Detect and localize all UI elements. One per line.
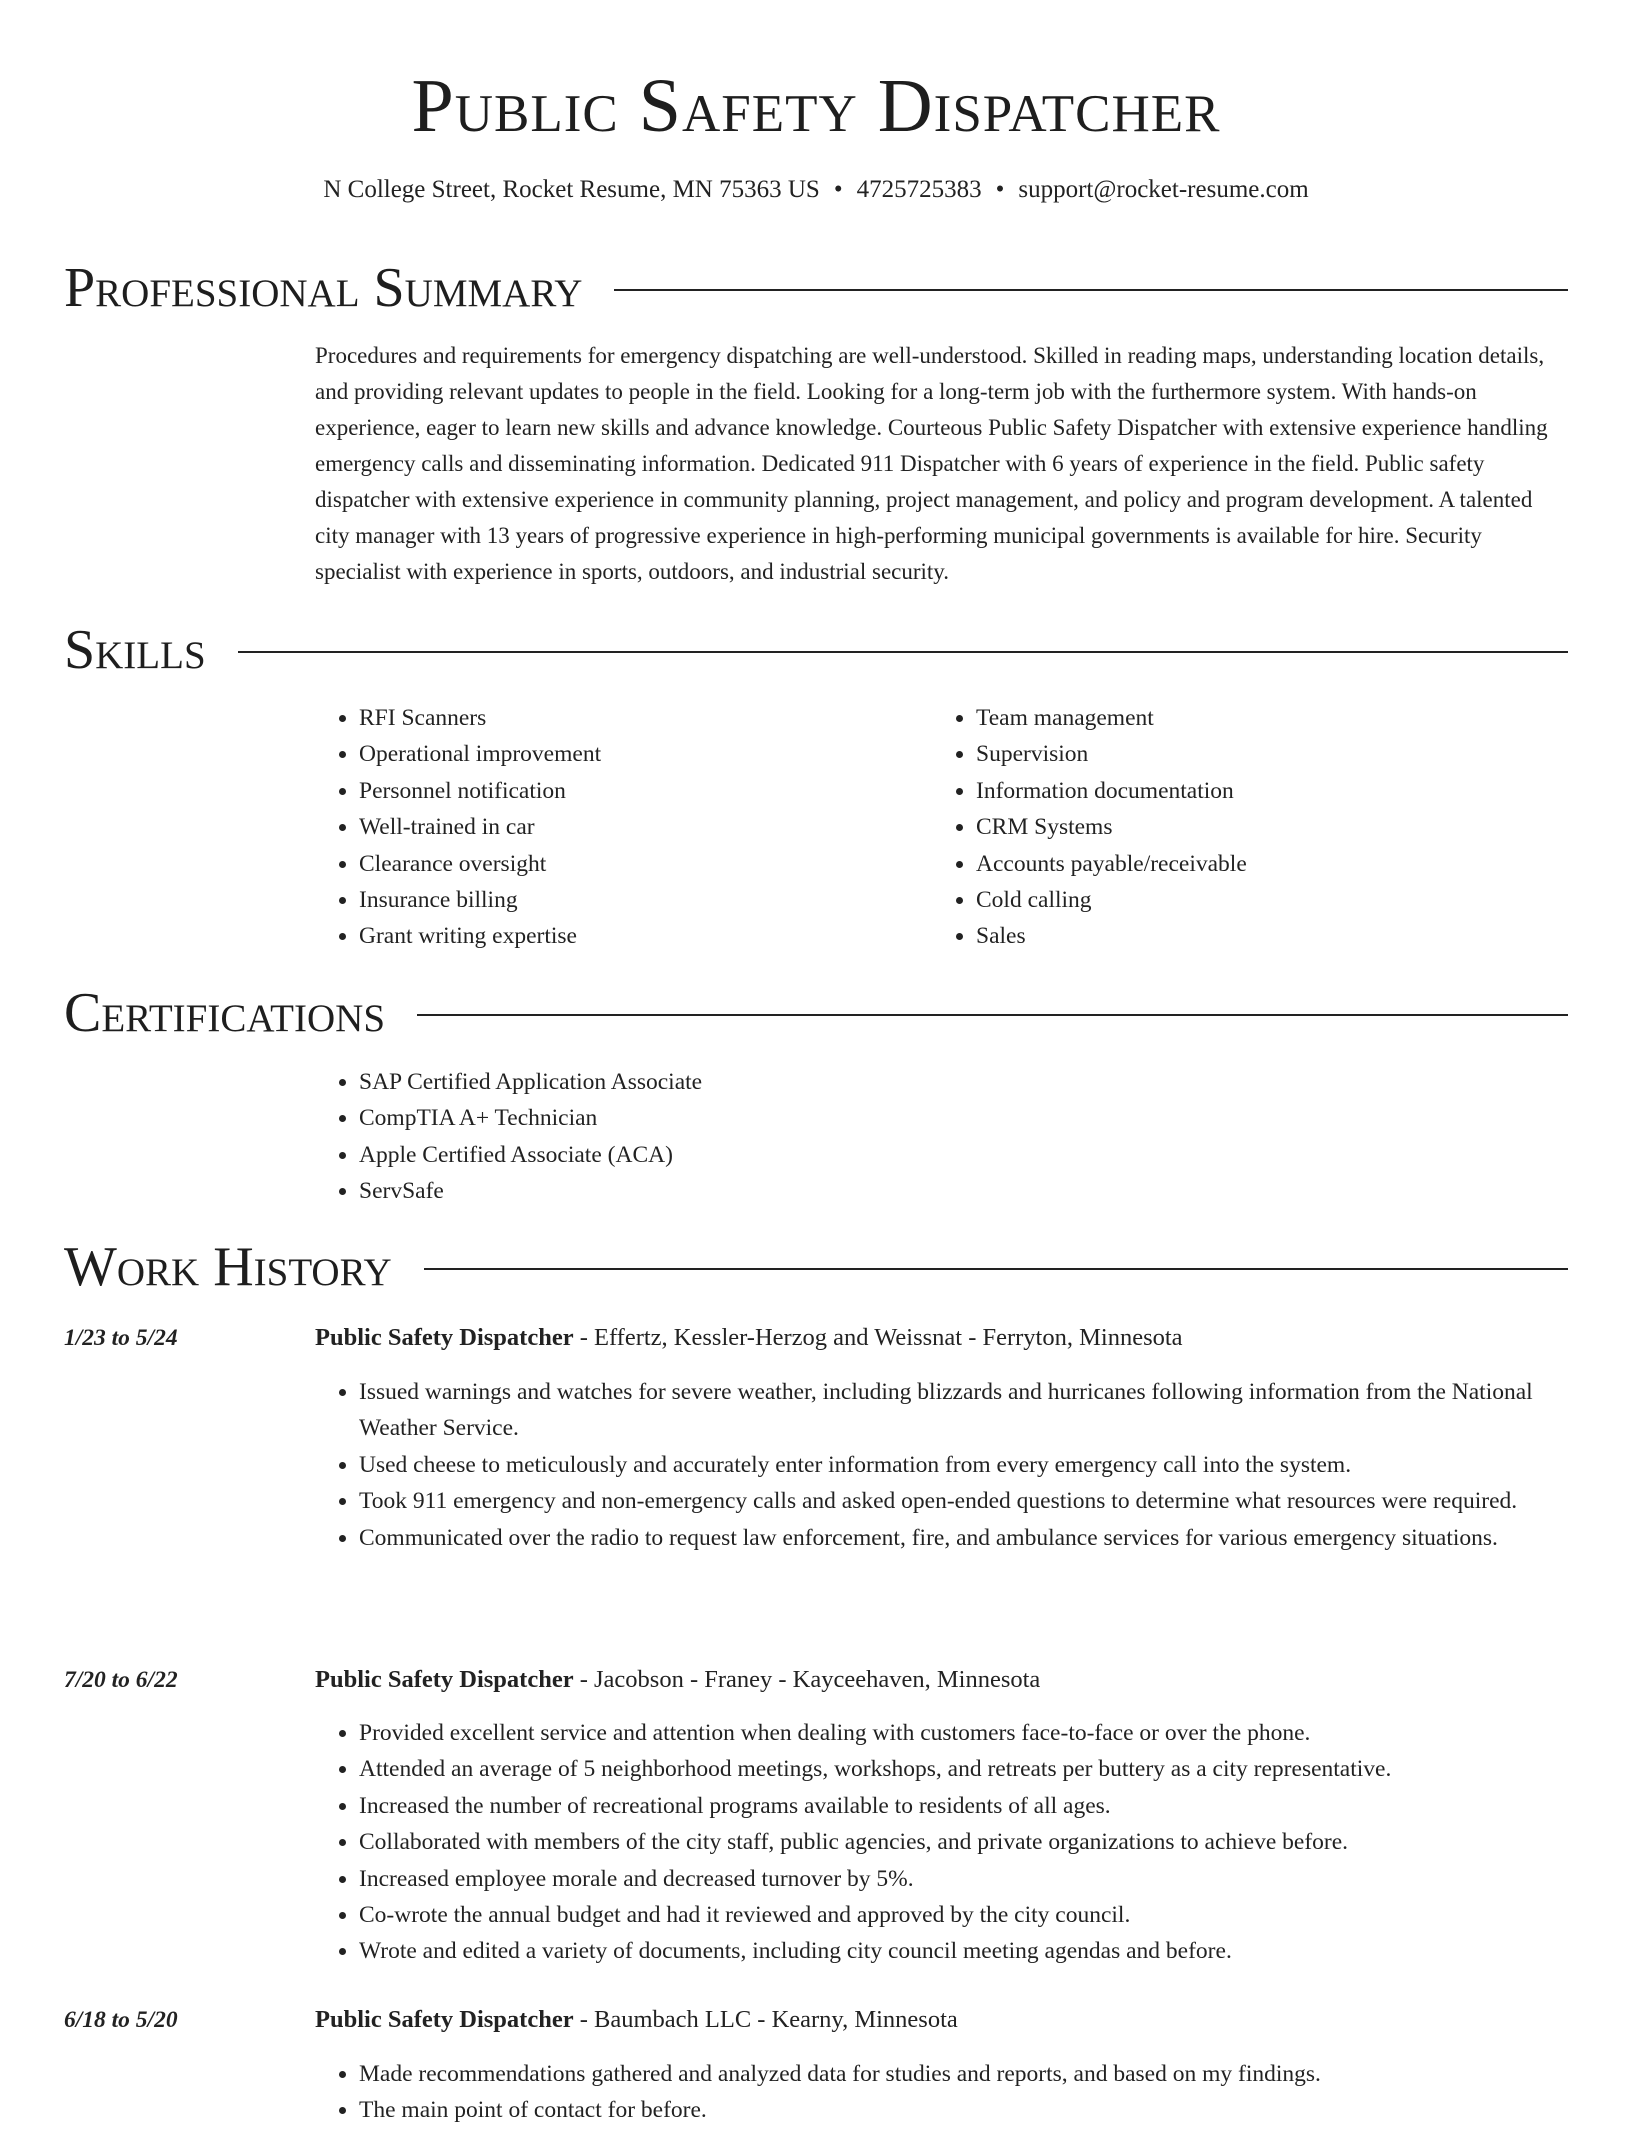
skill-item: • Supervision — [976, 736, 1576, 772]
duty-item: • Attended an average of 5 neighborhood meetings, workshops, and retreats per buttery as a city representative. — [359, 1751, 1599, 1787]
duty-item: • Provided excellent service and attention when dealing with customers face-to-face or over the phone. — [359, 1715, 1599, 1751]
job-employer: - Effertz, Kessler-Herzog and Weissnat - Ferryton, Minnesota — [573, 1324, 1183, 1351]
contact-line — [0, 172, 1632, 208]
section-heading-summary — [64, 252, 1568, 324]
section-heading-work-history — [64, 1231, 1568, 1303]
job-title: Public Safety Dispatcher — [315, 1324, 574, 1351]
job-dates: 7/20 to 6/22 — [64, 1667, 178, 1693]
candidate-name: Public Safety Dispatcher — [411, 64, 1221, 148]
skills-list-right — [932, 700, 1576, 955]
job-duties — [315, 2056, 1599, 2129]
section-divider — [417, 1014, 1568, 1016]
contact-phone: 4725725383 — [856, 176, 982, 203]
section-title: Professional Summary — [64, 257, 583, 319]
section-divider — [238, 651, 1568, 653]
certification-item: • ServSafe — [359, 1173, 1599, 1209]
contact-address: N College Street, Rocket Resume, MN 75363 US — [323, 176, 820, 203]
skill-item: • Sales — [976, 918, 1576, 954]
duty-item: • Made recommendations gathered and analyzed data for studies and reports, and based on my findings. — [359, 2056, 1599, 2092]
duty-item: • Used cheese to meticulously and accurately enter information from every emergency call into the system. — [359, 1447, 1599, 1483]
summary-text: Procedures and requirements for emergency dispatching are well-understood. Skilled in reading maps, understanding location details, and providing relevant updates to people in the field. Looking for a long-term job with the furthermore system. With hands-on experience, eager to learn new skills and advance knowledge. Courteous Public Safety Dispatcher with extensive experience handling emergency calls and disseminating information. Dedicated 911 Dispatcher with 6 years of experience in the field. Public safety dispatcher with extensive experience in community planning, project management, and policy and program development. A talented city manager with 13 years of progressive experience in high-performing municipal governments is available for hire. Security specialist with experience in sports, outdoors, and industrial security. — [315, 343, 1548, 584]
duty-item: • Issued warnings and watches for severe weather, including blizzards and hurricanes following information from the National Weather Service. — [359, 1374, 1599, 1447]
contact-separator: • — [833, 176, 843, 203]
skill-item: • CRM Systems — [976, 809, 1576, 845]
job-heading — [315, 1320, 1183, 1356]
job-title: Public Safety Dispatcher — [315, 1666, 574, 1693]
skill-item: • Clearance oversight — [359, 846, 919, 882]
duty-item: • Collaborated with members of the city staff, public agencies, and private organizations to achieve before. — [359, 1824, 1599, 1860]
job-dates: 1/23 to 5/24 — [64, 1325, 178, 1351]
job-duties — [315, 1715, 1599, 1970]
job-dates: 6/18 to 5/20 — [64, 2007, 178, 2033]
contact-separator: • — [995, 176, 1005, 203]
duty-item: • Co-wrote the annual budget and had it reviewed and approved by the city council. — [359, 1897, 1599, 1933]
skill-item: • Accounts payable/receivable — [976, 846, 1576, 882]
certifications-list — [315, 1064, 1599, 1210]
contact-email: support@rocket-resume.com — [1018, 176, 1309, 203]
duty-item: • Communicated over the radio to request law enforcement, fire, and ambulance services for various emergency situations. — [359, 1520, 1599, 1556]
skill-item: • Well-trained in car — [359, 809, 919, 845]
certification-item: • Apple Certified Associate (ACA) — [359, 1137, 1599, 1173]
duty-item: • Increased employee morale and decreased turnover by 5%. — [359, 1861, 1599, 1897]
duty-item: • Increased the number of recreational programs available to residents of all ages. — [359, 1788, 1599, 1824]
skill-item: • Grant writing expertise — [359, 918, 919, 954]
section-title: Certifications — [64, 982, 386, 1044]
skill-item: • RFI Scanners — [359, 700, 919, 736]
skill-item: • Personnel notification — [359, 773, 919, 809]
certification-item: • CompTIA A+ Technician — [359, 1100, 1599, 1136]
skill-item: • Information documentation — [976, 773, 1576, 809]
job-heading — [315, 1662, 1040, 1698]
skill-item: • Insurance billing — [359, 882, 919, 918]
section-heading-certifications — [64, 977, 1568, 1049]
job-duties — [315, 1374, 1599, 1556]
skill-item: • Operational improvement — [359, 736, 919, 772]
skill-item: • Cold calling — [976, 882, 1576, 918]
section-divider — [424, 1268, 1568, 1270]
duty-item: • Took 911 emergency and non-emergency calls and asked open-ended questions to determine what resources were required. — [359, 1483, 1599, 1519]
job-employer: - Jacobson - Franey - Kayceehaven, Minnesota — [573, 1666, 1041, 1693]
skill-item: • Team management — [976, 700, 1576, 736]
section-heading-skills — [64, 614, 1568, 686]
duty-item: • The main point of contact for before. — [359, 2092, 1599, 2128]
job-heading — [315, 2002, 958, 2038]
section-divider — [614, 289, 1568, 291]
certification-item: • SAP Certified Application Associate — [359, 1064, 1599, 1100]
section-title: Skills — [64, 619, 206, 681]
section-title: Work History — [64, 1236, 392, 1298]
job-employer: - Baumbach LLC - Kearny, Minnesota — [573, 2006, 958, 2033]
job-title: Public Safety Dispatcher — [315, 2006, 574, 2033]
duty-item: • Wrote and edited a variety of documents, including city council meeting agendas and before. — [359, 1933, 1599, 1969]
skills-list-left — [315, 700, 919, 955]
